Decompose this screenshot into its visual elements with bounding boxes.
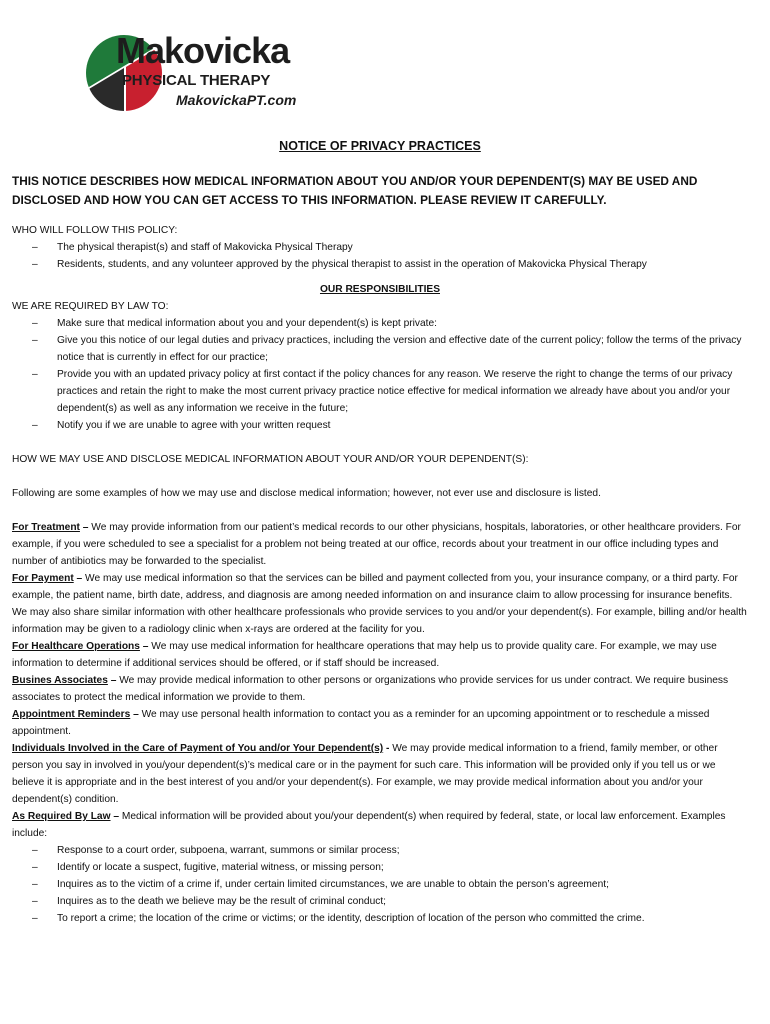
entry-term: For Payment [12, 573, 74, 584]
list-item: – Response to a court order, subpoena, warrant, summons or similar process; [12, 842, 748, 859]
entry-required-by-law: As Required By Law – Medical information will be provided about you/your dependent(s) when required by federal, state, or local law enforcement. Examples include: [12, 811, 726, 839]
who-follow-list [12, 239, 748, 273]
list-item: – Residents, students, and any volunteer approved by the physical therapist to assist in the operation of Makovicka Physical Therapy [12, 256, 748, 273]
entry-term: For Treatment [12, 522, 80, 533]
logo-subtitle: PHYSICAL THERAPY [122, 72, 271, 89]
entry-text: Medical information will be provided about you/your dependent(s) when required by federal, state, or local law enforcement. Examples include: [12, 811, 726, 839]
use-disclose-intro: Following are some examples of how we may use and disclose medical information; however, not ever use and disclosure is listed. [12, 488, 601, 499]
list-item: – Inquires as to the death we believe may be the result of criminal conduct; [12, 893, 748, 910]
entry-term: Individuals Involved in the Care of Payment of You and/or Your Dependent(s) [12, 743, 384, 754]
entry-text: We may provide medical information to other persons or organizations who provide services for us under contract. We require business associates to protect the medical information we provide to them. [12, 675, 729, 703]
entry-text: We may provide information from our patient’s medical records to our other physicians, hospitals, laboratories, or other healthcare providers. For example, if you were scheduled to see a specialist for a problem not being treated at our office, records about your treatment in our office including types and number of antibiotics may be forwarded to the specialist. [12, 522, 741, 567]
list-item: – The physical therapist(s) and staff of Makovicka Physical Therapy [12, 239, 748, 256]
entry-text: We may provide medical information to a friend, family member, or other person you say in involved in you/your dependent(s)’s medical care or in the payment for such care. This information will be provided only if you tell us or we believe it is appropriate and in the best interest of you and/or your dependent(s). For example, we may provide medical information about you and/or your dependent(s) condition. [12, 743, 718, 805]
entry-appointment-reminders: Appointment Reminders – We may use personal health information to contact you as a reminder for an upcoming appointment or to reschedule a missed appointment. [12, 709, 710, 737]
list-item: – Provide you with an updated privacy policy at first contact if the policy chances for any reason. We reserve the right to change the terms of our privacy practices and retain the right to make the most current privacy practice notice effective for medical information we already have about you and/or your dependent(s) as well as any information we receive in the future; [12, 366, 748, 417]
document-body [12, 138, 748, 927]
entry-text: We may use personal health information to contact you as a reminder for an upcoming appointment or to reschedule a missed appointment. [12, 709, 710, 737]
list-item: – Identify or locate a suspect, fugitive, material witness, or missing person; [12, 859, 748, 876]
logo-name: Makovicka [116, 30, 290, 71]
entry-payment: For Payment – We may use medical information so that the services can be billed and payment collected from you, your insurance company, or a third party. For example, the patient name, birth date, address, and diagnosis are among needed information on and insurance claim to allow processing for insurance benefits. We may also share similar information with other healthcare professionals who provide services to you and/or your dependent(s). For example, billing and/or health information may be given to a radiology clinic when x-rays are ordered at the facility for you. [12, 573, 747, 635]
entry-treatment: For Treatment – We may provide information from our patient’s medical records to our other physicians, hospitals, laboratories, or other healthcare providers. For example, if you were scheduled to see a specialist for a problem not being treated at our office, records about your treatment in our office including types and number of antibiotics may be forwarded to the specialist. [12, 522, 741, 567]
list-item: – Make sure that medical information about you and your dependent(s) is kept private: [12, 315, 748, 332]
entry-business-associates: Busines Associates – We may provide medical information to other persons or organizations who provide services for us under contract. We require business associates to protect the medical information we provide to them. [12, 675, 729, 703]
page-title: NOTICE OF PRIVACY PRACTICES [279, 139, 481, 153]
entry-healthcare-operations: For Healthcare Operations – We may use medical information for healthcare operations that may help us to provide quality care. For example, we may use information to determine if additional services should be offered, or if staff should be increased. [12, 641, 717, 669]
notice-heading: THIS NOTICE DESCRIBES HOW MEDICAL INFORMATION ABOUT YOU AND/OR YOUR DEPENDENT(S) MAY BE USED AND DISCLOSED AND HOW YOU CAN GET ACCESS TO THIS INFORMATION. PLEASE REVIEW IT CAREFULLY. [12, 174, 698, 207]
responsibilities-list [12, 315, 748, 434]
who-follow-label: WHO WILL FOLLOW THIS POLICY: [12, 225, 178, 236]
entry-term: As Required By Law [12, 811, 111, 822]
responsibilities-label: WE ARE REQUIRED BY LAW TO: [12, 301, 169, 312]
use-disclose-heading: HOW WE MAY USE AND DISCLOSE MEDICAL INFORMATION ABOUT YOUR AND/OR YOUR DEPENDENT(S): [12, 454, 529, 465]
list-item: – Notify you if we are unable to agree with your written request [12, 417, 748, 434]
list-item: – To report a crime; the location of the crime or victims; or the identity, description of location of the person who committed the crime. [12, 910, 748, 927]
list-item: – Give you this notice of our legal duties and privacy practices, including the version and effective date of the current policy; follow the terms of the privacy notice that is currently in effect for our practice; [12, 332, 748, 366]
entry-term: Appointment Reminders [12, 709, 131, 720]
entry-text: We may use medical information so that the services can be billed and payment collected from you, your insurance company, or a third party. For example, the patient name, birth date, address, and diagnosis are among needed information on and insurance claim to allow processing for insurance benefits. We may also share similar information with other healthcare professionals who provide services to you and/or your dependent(s). For example, billing and/or health information may be given to a radiology clinic when x-rays are ordered at the facility for you. [12, 573, 747, 635]
entry-term: Busines Associates [12, 675, 108, 686]
responsibilities-title: OUR RESPONSIBILITIES [319, 284, 440, 295]
list-item: – Inquires as to the victim of a crime if, under certain limited circumstances, we are unable to obtain the person’s agreement; [12, 876, 748, 893]
entry-term: For Healthcare Operations [12, 641, 140, 652]
entry-text: We may use medical information for healthcare operations that may help us to provide quality care. For example, we may use information to determine if additional services should be offered, or if staff should be increased. [12, 641, 717, 669]
law-examples-list [12, 842, 748, 927]
logo-url: MakovickaPT.com [176, 92, 297, 108]
entry-individuals-involved: Individuals Involved in the Care of Payment of You and/or Your Dependent(s) - We may provide medical information to a friend, family member, or other person you say in involved in you/your dependent(s)’s medical care or in the payment for such care. This information will be provided only if you tell us or we believe it is appropriate and in the best interest of you and/or your dependent(s). For example, we may provide medical information about you and/or your dependent(s) condition. [12, 743, 718, 805]
